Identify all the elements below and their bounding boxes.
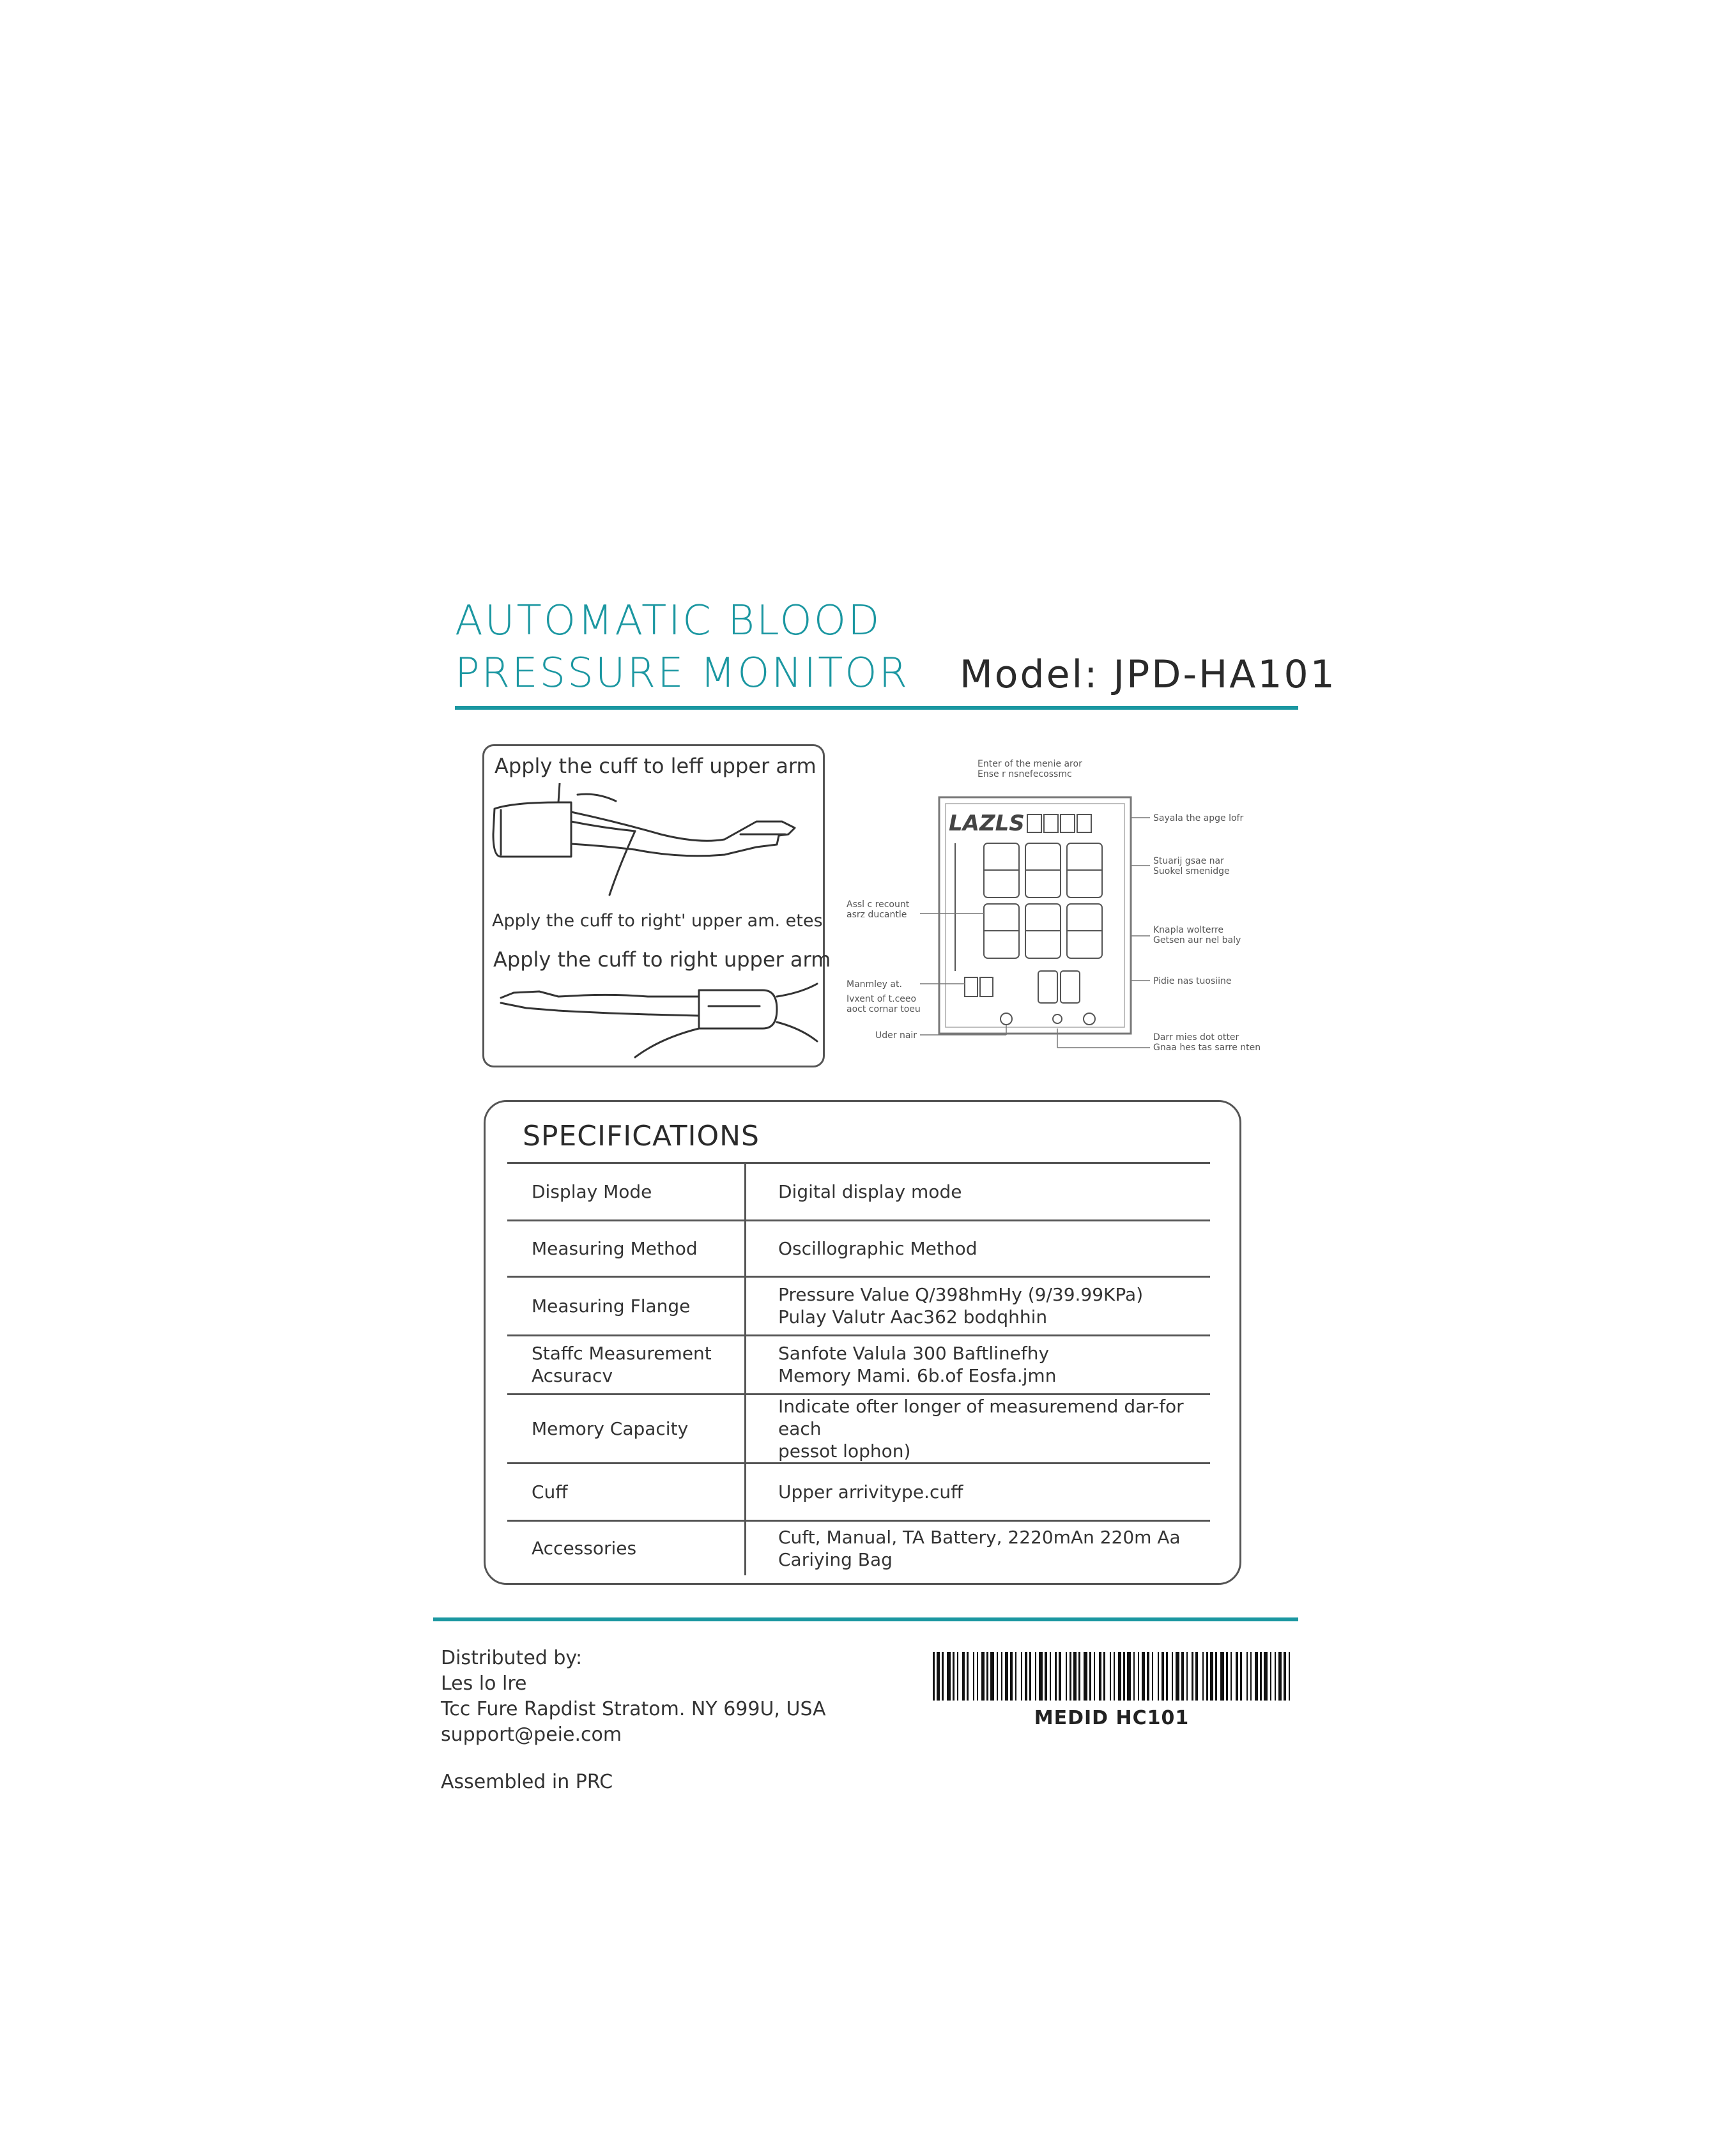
callout-right-7: Darr mies dot otter (1153, 1032, 1239, 1043)
barcode-bar (1202, 1652, 1204, 1701)
barcode-bar (1275, 1652, 1276, 1701)
spec-row (507, 1520, 1210, 1575)
spec-row (507, 1220, 1210, 1276)
barcode-bar (967, 1652, 969, 1701)
barcode-bar (937, 1652, 940, 1701)
company-address: Tcc Fure Rapdist Stratom. NY 699U, USA (441, 1698, 826, 1720)
distributed-by-label: Distributed by: (441, 1647, 583, 1669)
spec-label: Measuring Method (507, 1220, 746, 1276)
barcode-bar (1236, 1652, 1238, 1701)
barcode-bar (1192, 1652, 1193, 1701)
barcode-bar (1035, 1652, 1036, 1701)
specifications-title: SPECIFICATIONS (523, 1120, 760, 1152)
diagram-top-note-1: Enter of the menie aror (977, 759, 1082, 769)
right-arm-illustration (488, 977, 820, 1060)
barcode-bar (1045, 1652, 1047, 1701)
barcode-bar (973, 1652, 974, 1701)
barcode-bar (1195, 1652, 1198, 1701)
barcode-bar (1142, 1652, 1145, 1701)
left-arm-caption: Apply the cuff to leff upper arm (494, 754, 816, 778)
barcode-bar (1264, 1652, 1268, 1701)
specifications-panel (484, 1100, 1241, 1585)
barcode-bar (1015, 1652, 1016, 1701)
barcode-bar (986, 1652, 988, 1701)
callout-left-1: Assl c recount (847, 899, 910, 910)
barcode-bar (1059, 1652, 1061, 1701)
spec-value: Oscillographic Method (746, 1220, 1211, 1276)
header-rule (455, 706, 1298, 710)
spec-row (507, 1335, 1210, 1394)
barcode-bar (1278, 1652, 1282, 1701)
barcode-bar (1206, 1652, 1208, 1701)
barcode-bar (1070, 1652, 1071, 1701)
diagram-top-note-2: Ense r nsnefecossmc (977, 769, 1072, 779)
barcode-bar (1255, 1652, 1258, 1701)
barcode-bar (1186, 1652, 1188, 1701)
barcode-bar (1181, 1652, 1184, 1701)
callout-right-2: Stuarij gsae nar (1153, 856, 1224, 866)
barcode-bar (1094, 1652, 1095, 1701)
barcode-bar (1118, 1652, 1121, 1701)
assembled-in: Assembled in PRC (441, 1771, 613, 1793)
barcode-bar (1005, 1652, 1008, 1701)
barcode-bar (1001, 1652, 1002, 1701)
spec-label: Cuff (507, 1463, 746, 1520)
barcode-bar (1103, 1652, 1105, 1701)
barcode-bar (997, 1652, 998, 1701)
specifications-table (507, 1164, 1210, 1575)
barcode-bar (977, 1652, 978, 1701)
barcode-bar (1158, 1652, 1159, 1701)
distributor-block (441, 1646, 826, 1795)
spec-value: Indicate ofter longer of measuremend dar-for each pessot lophon) (746, 1394, 1211, 1463)
barcode-bar (1010, 1652, 1013, 1701)
callout-right-5: Getsen aur nel baly (1153, 935, 1241, 945)
callout-right-3: Suokel smenidge (1153, 866, 1230, 876)
barcode-bar (1250, 1652, 1252, 1701)
spec-value: Digital display mode (746, 1164, 1211, 1220)
barcode-bar (1114, 1652, 1115, 1701)
barcode-bar (1226, 1652, 1228, 1701)
barcode (933, 1652, 1291, 1701)
barcode-bar (933, 1652, 935, 1701)
barcode-bar (1050, 1652, 1051, 1701)
barcode-bar (942, 1652, 944, 1701)
barcode-bar (1073, 1652, 1077, 1701)
spec-label: Accessories (507, 1520, 746, 1575)
model-number: Model: JPD-HA101 (960, 652, 1337, 697)
spec-label: Memory Capacity (507, 1394, 746, 1463)
barcode-bar (1084, 1652, 1087, 1701)
spec-value: Cuft, Manual, TA Battery, 2220mAn 220m Aa Cariying Bag (778, 1526, 1181, 1570)
spec-label: Display Mode (507, 1164, 746, 1220)
barcode-bar (1127, 1652, 1131, 1701)
barcode-bar (1133, 1652, 1135, 1701)
spec-row (507, 1463, 1210, 1520)
barcode-bar (981, 1652, 985, 1701)
callout-left-2: asrz ducantle (847, 910, 907, 920)
footer-rule (433, 1617, 1298, 1621)
support-email: support@peie.com (441, 1724, 622, 1746)
barcode-bar (1152, 1652, 1153, 1701)
left-arm-illustration (488, 783, 820, 898)
barcode-bar (957, 1652, 958, 1701)
barcode-bar (1240, 1652, 1242, 1701)
callout-right-1: Sayala the apge lofr (1153, 813, 1244, 823)
title-line-1: AUTOMATIC BLOOD (455, 597, 882, 645)
barcode-bar (1260, 1652, 1262, 1701)
barcode-bar (1078, 1652, 1080, 1701)
barcode-bar (1099, 1652, 1101, 1701)
barcode-bar (1147, 1652, 1149, 1701)
title-line-2: PRESSURE MONITOR (455, 650, 910, 697)
spec-row (507, 1394, 1210, 1463)
callout-left-3: Manmley at. (847, 979, 902, 990)
barcode-bar (1021, 1652, 1022, 1701)
barcode-bar (1123, 1652, 1125, 1701)
barcode-bar (1220, 1652, 1224, 1701)
barcode-bar (1089, 1652, 1091, 1701)
barcode-bar (953, 1652, 954, 1701)
callout-left-6: Uder nair (875, 1030, 917, 1041)
barcode-bar (1210, 1652, 1213, 1701)
barcode-bar (1162, 1652, 1164, 1701)
spec-row (507, 1276, 1210, 1335)
barcode-label: MEDID HC101 (1034, 1707, 1190, 1729)
callout-left-5: aoct cornar toeu (847, 1004, 921, 1014)
cuff-instructions-panel (482, 744, 831, 1067)
spec-value: Sanfote Valula 300 Baftlinefhy Memory Mami. 6b.of Eosfa.jmn (746, 1335, 1211, 1394)
right-arm-caption-small: Apply the cuff to right' upper am. etes (492, 911, 823, 931)
callout-right-6: Pidie nas tuosiine (1153, 976, 1232, 986)
barcode-bar (947, 1652, 951, 1701)
callout-right-8: Gnaa hes tas sarre nten (1153, 1043, 1261, 1053)
barcode-bar (1246, 1652, 1248, 1701)
spec-value: Pressure Value Q/398hmHy (9/39.99KPa) Pulay Valutr Aac362 bodqhhin (746, 1276, 1211, 1335)
spec-row (507, 1164, 1210, 1220)
barcode-bar (1138, 1652, 1139, 1701)
barcode-bar (1176, 1652, 1179, 1701)
callout-right-4: Knapla wolterre (1153, 925, 1224, 935)
barcode-bar (962, 1652, 965, 1701)
barcode-bar (1230, 1652, 1232, 1701)
barcode-bar (1172, 1652, 1173, 1701)
barcode-bar (990, 1652, 994, 1701)
barcode-bar (1055, 1652, 1057, 1701)
barcode-bar (1029, 1652, 1031, 1701)
barcode-bar (1215, 1652, 1217, 1701)
barcode-bar (1025, 1652, 1027, 1701)
lcd-brand: LAZLS (949, 811, 1025, 836)
spec-label: Measuring Flange (507, 1276, 746, 1335)
company-name: Les lo lre (441, 1672, 527, 1695)
barcode-bar (1284, 1652, 1286, 1701)
callout-left-4: Ivxent of t.ceeo (847, 994, 917, 1004)
spec-value: Upper arrivitype.cuff (746, 1463, 1211, 1520)
barcode-bar (1110, 1652, 1111, 1701)
specifications-table-wrap (507, 1162, 1210, 1575)
barcode-bar (1166, 1652, 1168, 1701)
display-diagram (831, 754, 1303, 1060)
spec-label: Staffc Measurement Acsuracv (507, 1335, 746, 1394)
barcode-bar (1289, 1652, 1290, 1701)
barcode-bar (1066, 1652, 1067, 1701)
right-arm-caption: Apply the cuff to right upper arm (493, 947, 831, 972)
barcode-bar (1270, 1652, 1271, 1701)
barcode-bar (1039, 1652, 1043, 1701)
